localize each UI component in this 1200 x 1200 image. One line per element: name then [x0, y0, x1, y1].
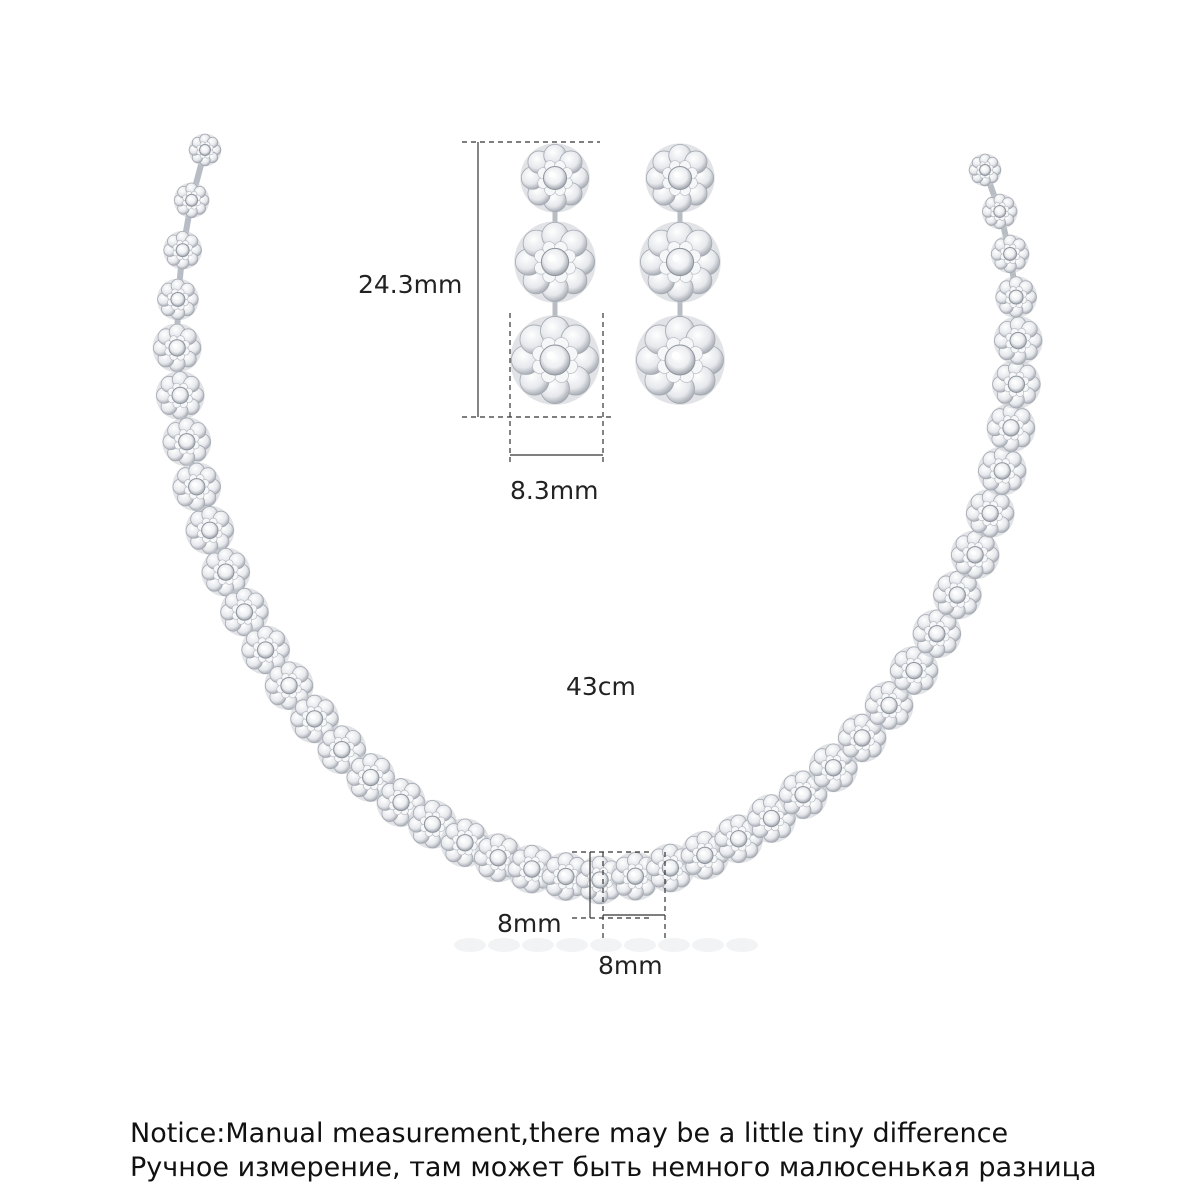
necklace-link [966, 489, 1015, 538]
necklace-reflection [454, 938, 758, 952]
earring-left [510, 143, 600, 405]
necklace [153, 134, 1043, 952]
earring-bottom-flower [635, 315, 725, 405]
necklace-link [982, 194, 1018, 230]
earrings [510, 143, 725, 405]
necklace-link [162, 417, 211, 466]
earring-width-label: 8.3mm [510, 476, 599, 505]
necklace-link [992, 360, 1041, 409]
earring-top-flower [520, 143, 589, 212]
necklace-link [995, 276, 1037, 318]
earring-middle-flower [639, 221, 721, 303]
earring-middle-flower [514, 221, 596, 303]
necklace-length-label: 43cm [566, 672, 636, 701]
necklace-link [156, 371, 205, 420]
notice-english: Notice:Manual measurement,there may be a little tiny difference [130, 1118, 1009, 1149]
necklace-link [994, 316, 1043, 365]
necklace-link [174, 182, 210, 218]
necklace-link [991, 235, 1030, 274]
necklace-link [163, 231, 202, 270]
necklace-link [172, 462, 221, 511]
earring-right [635, 143, 725, 405]
stone-height-label: 8mm [497, 909, 562, 938]
earring-top-flower [645, 143, 714, 212]
necklace-link [153, 323, 202, 372]
necklace-link [969, 154, 1002, 187]
necklace-link [987, 403, 1036, 452]
necklace-chain [177, 150, 1018, 880]
earring-bottom-flower [510, 315, 600, 405]
necklace-link [189, 134, 222, 167]
necklace-link [978, 446, 1027, 495]
notice-russian: Ручное измерение, там может быть немного малюсенькая разница [130, 1152, 1097, 1183]
earring-height-label: 24.3mm [358, 270, 463, 299]
necklace-link [185, 506, 234, 555]
stone-width-label: 8mm [598, 951, 663, 980]
necklace-link [157, 279, 199, 321]
